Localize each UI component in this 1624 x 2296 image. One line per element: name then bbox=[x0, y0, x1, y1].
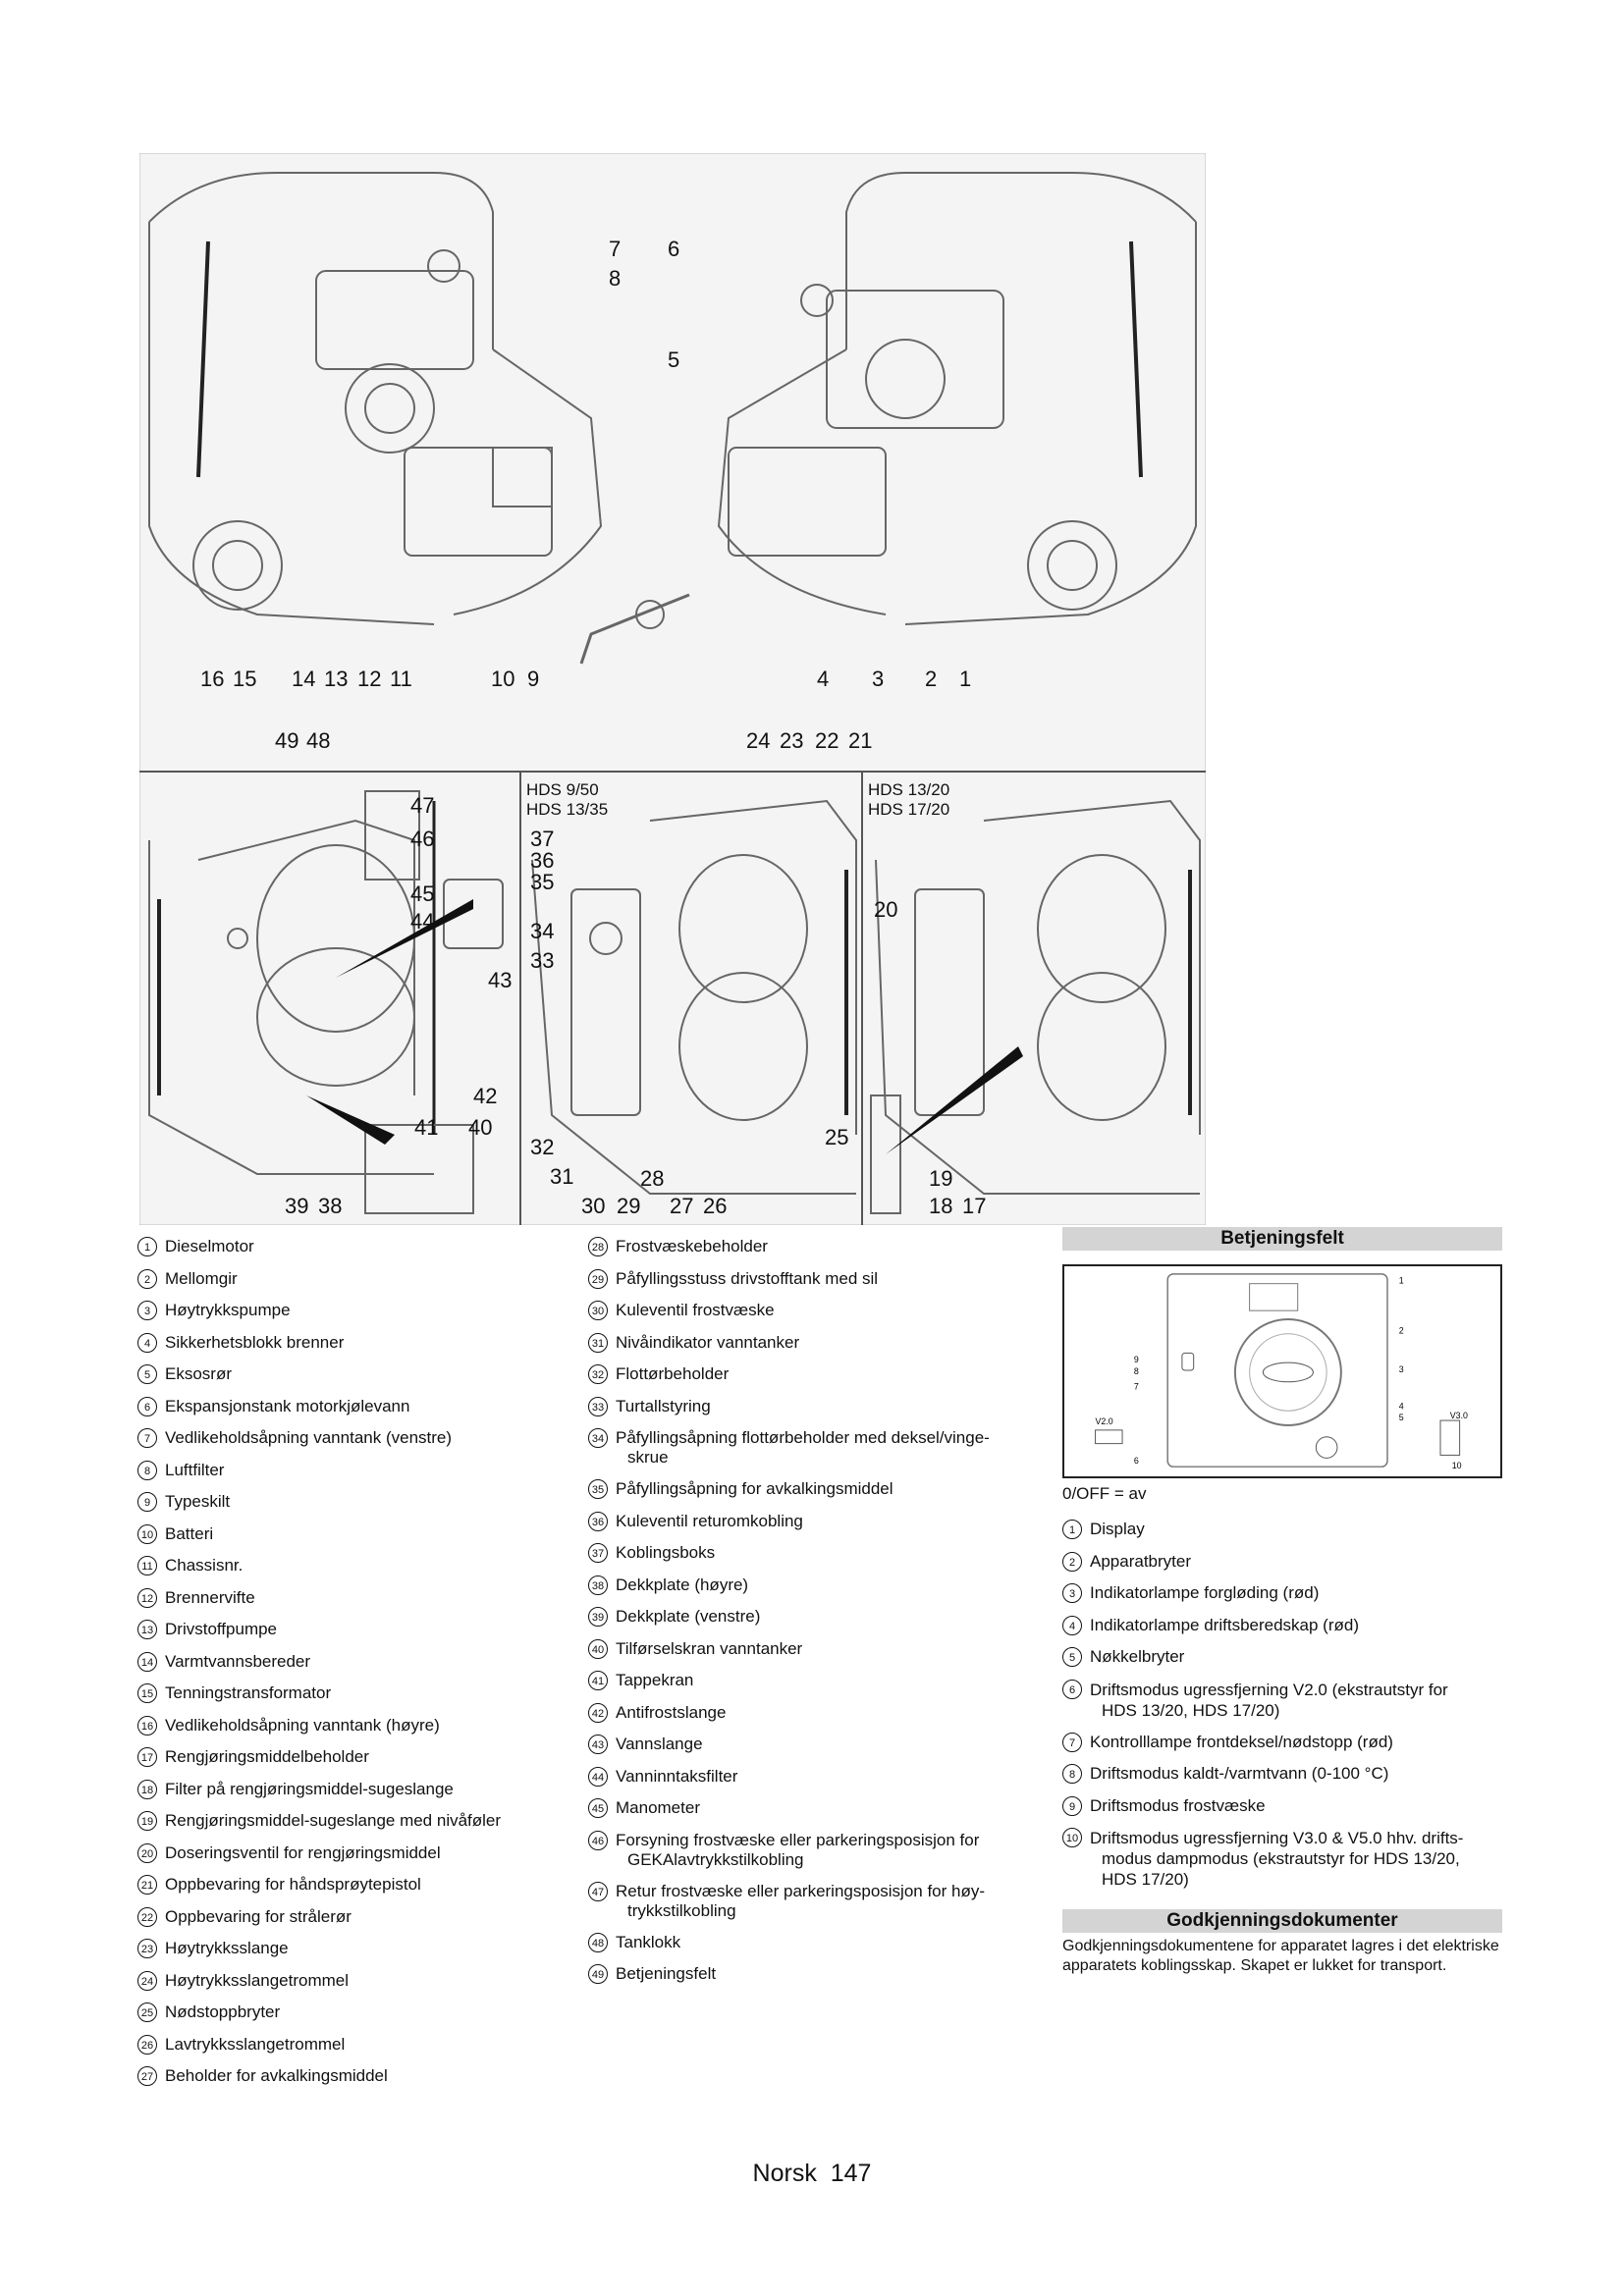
machine-drawing bbox=[139, 153, 1206, 1225]
callout: 19 bbox=[929, 1166, 953, 1191]
item-number: 45 bbox=[588, 1798, 608, 1818]
item-number: 9 bbox=[137, 1492, 157, 1512]
legend-item bbox=[137, 1519, 550, 1551]
callout: 3 bbox=[872, 667, 885, 691]
item-text: Manometer bbox=[616, 1798, 700, 1817]
item-number: 20 bbox=[137, 1843, 157, 1863]
callout: 30 bbox=[581, 1194, 606, 1218]
item-number: 44 bbox=[588, 1767, 608, 1787]
item-text: Høytrykksslange bbox=[165, 1939, 289, 1957]
callout: 32 bbox=[530, 1135, 555, 1159]
callout: 49 bbox=[275, 728, 299, 753]
item-number: 27 bbox=[137, 2066, 157, 2086]
panel-label: 5 bbox=[1398, 1413, 1404, 1423]
legend-item bbox=[137, 1774, 550, 1806]
model-label: HDS 9/50 bbox=[526, 780, 599, 799]
legend-item bbox=[137, 1614, 550, 1646]
callout: 20 bbox=[874, 897, 898, 922]
item-number: 14 bbox=[137, 1652, 157, 1672]
item-number: 36 bbox=[588, 1512, 608, 1531]
item-text: Indikatorlampe driftsberedskap (rød) bbox=[1090, 1615, 1360, 1634]
item-text: Ekspansjonstank motorkjølevann bbox=[165, 1396, 410, 1415]
legend-item bbox=[588, 1506, 1040, 1538]
item-text: Vedlikeholdsåpning vanntank (høyre) bbox=[165, 1715, 440, 1735]
callout: 13 bbox=[324, 667, 349, 691]
item-text: Varmtvannsbereder bbox=[165, 1651, 311, 1671]
legend-item bbox=[137, 2060, 550, 2093]
callout: 5 bbox=[668, 347, 680, 372]
legend-item bbox=[588, 1825, 1040, 1876]
panel-label: V2.0 bbox=[1095, 1415, 1113, 1426]
item-number: 32 bbox=[588, 1364, 608, 1384]
callout: 35 bbox=[530, 870, 555, 894]
legend-item bbox=[588, 1570, 1040, 1602]
item-text: modus dampmodus (ekstrautstyr for HDS 13/20, bbox=[1102, 1849, 1460, 1868]
legend-item bbox=[137, 1997, 550, 2029]
item-text: Filter på rengjøringsmiddel-sugeslange bbox=[165, 1779, 454, 1798]
callout: 34 bbox=[530, 919, 555, 943]
item-text: Batteri bbox=[165, 1523, 214, 1543]
item-number: 15 bbox=[137, 1683, 157, 1703]
item-text: Chassisnr. bbox=[165, 1556, 244, 1575]
legend-item bbox=[1062, 1758, 1502, 1790]
item-number: 9 bbox=[1062, 1796, 1082, 1816]
callout: 36 bbox=[530, 848, 555, 873]
item-text: Kuleventil frostvæske bbox=[616, 1301, 775, 1319]
item-number: 8 bbox=[137, 1461, 157, 1480]
item-number: 37 bbox=[588, 1543, 608, 1563]
item-number: 29 bbox=[588, 1269, 608, 1289]
legend-item bbox=[588, 1327, 1040, 1360]
item-number: 41 bbox=[588, 1671, 608, 1690]
callout: 16 bbox=[200, 667, 225, 691]
panel-label: 7 bbox=[1133, 1381, 1139, 1392]
item-number: 18 bbox=[137, 1780, 157, 1799]
item-number: 43 bbox=[588, 1735, 608, 1754]
item-number: 6 bbox=[137, 1397, 157, 1416]
footer-language: Norsk bbox=[752, 2160, 817, 2187]
item-text: Eksosrør bbox=[165, 1364, 232, 1383]
item-number: 8 bbox=[1062, 1764, 1082, 1784]
legend-item bbox=[588, 1927, 1040, 1959]
model-label: HDS 13/20 bbox=[868, 780, 950, 799]
callout: 44 bbox=[410, 909, 435, 934]
legend-item bbox=[1062, 1790, 1502, 1823]
control-panel-diagram bbox=[1062, 1264, 1502, 1478]
legend-item bbox=[588, 1958, 1040, 1991]
panel-label: V3.0 bbox=[1449, 1411, 1468, 1421]
legend-item bbox=[588, 1761, 1040, 1793]
item-number: 48 bbox=[588, 1933, 608, 1952]
item-number: 1 bbox=[137, 1237, 157, 1256]
item-number: 28 bbox=[588, 1237, 608, 1256]
item-number: 5 bbox=[1062, 1647, 1082, 1667]
legend-item bbox=[588, 1876, 1040, 1927]
item-text: Luftfilter bbox=[165, 1460, 225, 1479]
callout: 33 bbox=[530, 948, 555, 973]
control-panel-drawing bbox=[1064, 1266, 1500, 1476]
item-text: Koblingsboks bbox=[616, 1543, 716, 1562]
callout: 10 bbox=[491, 667, 515, 691]
callout: 43 bbox=[488, 968, 513, 992]
page-footer bbox=[0, 2160, 1624, 2188]
item-number: 2 bbox=[137, 1269, 157, 1289]
callout: 22 bbox=[815, 728, 839, 753]
item-text: Turtallstyring bbox=[616, 1396, 711, 1415]
item-number: 47 bbox=[588, 1882, 608, 1901]
panel-label: 2 bbox=[1398, 1325, 1404, 1336]
item-text: Betjeningsfelt bbox=[616, 1964, 717, 1983]
item-number: 23 bbox=[137, 1939, 157, 1958]
item-text: Brennervifte bbox=[165, 1587, 255, 1607]
callout: 1 bbox=[959, 667, 972, 691]
item-text: Forsyning frostvæske eller parkeringsposisjon for bbox=[616, 1830, 980, 1849]
item-text: Beholder for avkalkingsmiddel bbox=[165, 2066, 388, 2085]
legend-item bbox=[137, 1359, 550, 1391]
callout: 46 bbox=[410, 827, 435, 851]
item-number: 17 bbox=[137, 1747, 157, 1767]
legend-item bbox=[588, 1729, 1040, 1761]
item-text: Påfyllingsåpning flottørbeholder med deksel/vinge- bbox=[616, 1428, 990, 1447]
legend-item bbox=[137, 1455, 550, 1487]
off-note: 0/OFF = av bbox=[1062, 1484, 1147, 1503]
panel-label: 4 bbox=[1398, 1401, 1404, 1412]
panel-label: 9 bbox=[1133, 1355, 1139, 1365]
item-text: Driftsmodus ugressfjerning V3.0 & V5.0 hhv. drifts- bbox=[1090, 1829, 1464, 1847]
callout: 17 bbox=[962, 1194, 987, 1218]
item-number: 24 bbox=[137, 1971, 157, 1991]
callout: 48 bbox=[306, 728, 331, 753]
technical-illustration bbox=[139, 153, 1206, 1225]
item-number: 10 bbox=[1062, 1828, 1082, 1847]
item-text: Rengjøringsmiddel-sugeslange med nivåføler bbox=[165, 1811, 502, 1830]
item-number: 25 bbox=[137, 2002, 157, 2022]
legend-item bbox=[1062, 1674, 1502, 1727]
item-text: Rengjøringsmiddelbeholder bbox=[165, 1747, 369, 1766]
legend-item bbox=[137, 1805, 550, 1838]
callout: 39 bbox=[285, 1194, 309, 1218]
item-number: 30 bbox=[588, 1301, 608, 1320]
item-text: Dekkplate (høyre) bbox=[616, 1575, 749, 1594]
bottom-left-panel bbox=[139, 772, 520, 1225]
item-text: Høytrykksslangetrommel bbox=[165, 1970, 350, 1990]
page-number: 147 bbox=[830, 2160, 872, 2187]
model-label: HDS 17/20 bbox=[868, 800, 950, 819]
legend-item bbox=[137, 1741, 550, 1774]
legend-item bbox=[1062, 1577, 1502, 1610]
legend-item bbox=[137, 1678, 550, 1710]
callout: 40 bbox=[468, 1115, 493, 1140]
item-text: Mellomgir bbox=[165, 1268, 238, 1288]
item-number: 22 bbox=[137, 1907, 157, 1927]
item-number: 35 bbox=[588, 1479, 608, 1499]
callout: 23 bbox=[780, 728, 804, 753]
callout: 29 bbox=[617, 1194, 641, 1218]
callout: 2 bbox=[925, 667, 938, 691]
legend-item bbox=[588, 1537, 1040, 1570]
callout: 7 bbox=[609, 237, 622, 261]
item-text: GEKAlavtrykkstilkobling bbox=[627, 1849, 804, 1869]
item-text: Høytrykkspumpe bbox=[165, 1301, 291, 1319]
legend-item bbox=[137, 1263, 550, 1296]
item-number: 2 bbox=[1062, 1552, 1082, 1572]
callout: 42 bbox=[473, 1084, 498, 1108]
legend-item bbox=[137, 2029, 550, 2061]
item-number: 4 bbox=[1062, 1616, 1082, 1635]
legend-item bbox=[1062, 1546, 1502, 1578]
item-text: Antifrostslange bbox=[616, 1702, 727, 1722]
legend-item bbox=[1062, 1822, 1502, 1896]
legend-item bbox=[137, 1869, 550, 1901]
item-number: 38 bbox=[588, 1575, 608, 1595]
panel-label: 8 bbox=[1133, 1365, 1139, 1376]
legend-item bbox=[588, 1263, 1040, 1296]
item-text: Tilførselskran vanntanker bbox=[616, 1638, 803, 1658]
legend-item bbox=[1062, 1514, 1502, 1546]
item-number: 19 bbox=[137, 1811, 157, 1831]
item-text: Påfyllingsstuss drivstofftank med sil bbox=[616, 1268, 879, 1288]
item-number: 34 bbox=[588, 1428, 608, 1448]
item-text: Nødstoppbryter bbox=[165, 2002, 281, 2021]
legend-item bbox=[137, 1710, 550, 1742]
control-panel-heading: Betjeningsfelt bbox=[1062, 1227, 1502, 1251]
item-number: 13 bbox=[137, 1620, 157, 1639]
legend-item bbox=[137, 1486, 550, 1519]
item-number: 40 bbox=[588, 1639, 608, 1659]
control-panel-section bbox=[1062, 1227, 1502, 1976]
callout: 8 bbox=[609, 266, 622, 291]
legend-item bbox=[588, 1359, 1040, 1391]
item-number: 21 bbox=[137, 1875, 157, 1895]
legend-item bbox=[588, 1633, 1040, 1666]
callout: 15 bbox=[233, 667, 257, 691]
item-text: Indikatorlampe forgløding (rød) bbox=[1090, 1583, 1320, 1602]
callout: 6 bbox=[668, 237, 680, 261]
item-text: Driftsmodus ugressfjerning V2.0 (ekstrautstyr for bbox=[1090, 1680, 1448, 1699]
item-text: Tanklokk bbox=[616, 1932, 681, 1951]
item-text: Nivåindikator vanntanker bbox=[616, 1332, 800, 1352]
item-number: 3 bbox=[137, 1301, 157, 1320]
legend-item bbox=[1062, 1727, 1502, 1759]
callout: 31 bbox=[550, 1164, 574, 1189]
item-number: 7 bbox=[1062, 1733, 1082, 1752]
item-text: Vedlikeholdsåpning vanntank (venstre) bbox=[165, 1428, 453, 1447]
panel-label: 3 bbox=[1398, 1363, 1404, 1374]
legend-item bbox=[137, 1582, 550, 1615]
item-text: Driftsmodus frostvæske bbox=[1090, 1795, 1266, 1815]
callout: 47 bbox=[410, 793, 435, 818]
callout: 37 bbox=[530, 827, 555, 851]
item-number: 33 bbox=[588, 1397, 608, 1416]
legend-item bbox=[137, 1933, 550, 1965]
item-text: Påfyllingsåpning for avkalkingsmiddel bbox=[616, 1479, 893, 1498]
legend-item bbox=[588, 1697, 1040, 1730]
callout: 41 bbox=[414, 1115, 439, 1140]
callout: 27 bbox=[670, 1194, 694, 1218]
panel-label: 6 bbox=[1133, 1456, 1139, 1467]
item-number: 16 bbox=[137, 1716, 157, 1735]
item-text: Apparatbryter bbox=[1090, 1551, 1191, 1571]
item-number: 3 bbox=[1062, 1583, 1082, 1603]
legend-item bbox=[1062, 1610, 1502, 1642]
legend-item bbox=[588, 1231, 1040, 1263]
legend-item bbox=[137, 1646, 550, 1679]
legend-item bbox=[588, 1601, 1040, 1633]
item-number: 6 bbox=[1062, 1680, 1082, 1699]
callout: 26 bbox=[703, 1194, 728, 1218]
callout: 45 bbox=[410, 881, 435, 906]
item-text: Frostvæskebeholder bbox=[616, 1237, 768, 1255]
legend-item bbox=[1062, 1641, 1502, 1674]
item-text: Tappekran bbox=[616, 1671, 694, 1689]
callout: 21 bbox=[848, 728, 873, 753]
legend-item bbox=[137, 1391, 550, 1423]
item-text: Drivstoffpumpe bbox=[165, 1620, 278, 1638]
item-number: 4 bbox=[137, 1333, 157, 1353]
legend-column-left bbox=[137, 1231, 550, 2093]
item-text: Kuleventil returomkobling bbox=[616, 1511, 803, 1530]
item-text: Sikkerhetsblokk brenner bbox=[165, 1332, 345, 1352]
item-text: Retur frostvæske eller parkeringsposisjon for høy- bbox=[616, 1881, 986, 1900]
item-text: Oppbevaring for strålerør bbox=[165, 1906, 352, 1926]
item-number: 7 bbox=[137, 1428, 157, 1448]
legend-item bbox=[137, 1550, 550, 1582]
callout: 18 bbox=[929, 1194, 953, 1218]
callout: 12 bbox=[357, 667, 382, 691]
panel-label: 1 bbox=[1398, 1275, 1404, 1286]
callout: 4 bbox=[817, 667, 830, 691]
callout: 25 bbox=[825, 1125, 849, 1149]
callout: 24 bbox=[746, 728, 771, 753]
legend-item bbox=[588, 1391, 1040, 1423]
item-text: Driftsmodus kaldt-/varmtvann (0-100 °C) bbox=[1090, 1764, 1389, 1783]
item-number: 11 bbox=[137, 1556, 157, 1575]
item-text: Typeskilt bbox=[165, 1492, 231, 1511]
item-text: HDS 13/20, HDS 17/20) bbox=[1102, 1700, 1280, 1720]
item-text: Nøkkelbryter bbox=[1090, 1647, 1185, 1666]
callout: 9 bbox=[527, 667, 540, 691]
legend-item bbox=[137, 1231, 550, 1263]
callout: 38 bbox=[318, 1194, 343, 1218]
legend-item bbox=[137, 1327, 550, 1360]
item-number: 1 bbox=[1062, 1520, 1082, 1539]
callout: 14 bbox=[292, 667, 316, 691]
item-text: skrue bbox=[627, 1448, 669, 1467]
item-number: 46 bbox=[588, 1831, 608, 1850]
item-number: 39 bbox=[588, 1607, 608, 1627]
item-text: Kontrolllampe frontdeksel/nødstopp (rød) bbox=[1090, 1732, 1393, 1751]
item-text: Vannslange bbox=[616, 1735, 703, 1753]
item-text: Oppbevaring for håndsprøytepistol bbox=[165, 1875, 421, 1894]
legend-item bbox=[137, 1838, 550, 1870]
legend-item bbox=[588, 1792, 1040, 1825]
item-text: Doseringsventil for rengjøringsmiddel bbox=[165, 1842, 441, 1862]
item-text: Lavtrykksslangetrommel bbox=[165, 2034, 346, 2054]
legend-item bbox=[588, 1422, 1040, 1473]
item-number: 49 bbox=[588, 1964, 608, 1984]
control-panel-list bbox=[1062, 1514, 1502, 1896]
item-text: Dekkplate (venstre) bbox=[616, 1607, 761, 1626]
item-number: 26 bbox=[137, 2035, 157, 2055]
approval-text: Godkjenningsdokumentene for apparatet lagres i det elektriske apparatets koblingsskap. Skapet er lukket for transport. bbox=[1062, 1938, 1499, 1974]
legend-item bbox=[137, 1422, 550, 1455]
legend-column-middle bbox=[588, 1231, 1040, 1991]
legend-item bbox=[137, 1965, 550, 1998]
bottom-right-panel bbox=[862, 772, 1206, 1225]
item-text: Flottørbeholder bbox=[616, 1364, 730, 1383]
legend-item bbox=[137, 1901, 550, 1934]
legend-item bbox=[588, 1473, 1040, 1506]
item-text: Display bbox=[1090, 1520, 1145, 1538]
item-text: Dieselmotor bbox=[165, 1237, 254, 1255]
item-number: 12 bbox=[137, 1588, 157, 1608]
item-text: trykkstilkobling bbox=[627, 1900, 736, 1920]
item-text: HDS 17/20) bbox=[1102, 1870, 1189, 1889]
approval-section bbox=[1062, 1909, 1502, 1976]
item-number: 5 bbox=[137, 1364, 157, 1384]
callout: 28 bbox=[640, 1166, 665, 1191]
item-number: 42 bbox=[588, 1703, 608, 1723]
legend-item bbox=[588, 1665, 1040, 1697]
legend-item bbox=[588, 1295, 1040, 1327]
approval-heading: Godkjenningsdokumenter bbox=[1062, 1909, 1502, 1933]
item-number: 10 bbox=[137, 1524, 157, 1544]
item-number: 31 bbox=[588, 1333, 608, 1353]
item-text: Tenningstransformator bbox=[165, 1683, 332, 1702]
legend-item bbox=[137, 1295, 550, 1327]
panel-label: 10 bbox=[1451, 1461, 1462, 1471]
callout: 11 bbox=[390, 667, 412, 691]
item-text: Vanninntaksfilter bbox=[616, 1766, 738, 1786]
model-label: HDS 13/35 bbox=[526, 800, 609, 819]
